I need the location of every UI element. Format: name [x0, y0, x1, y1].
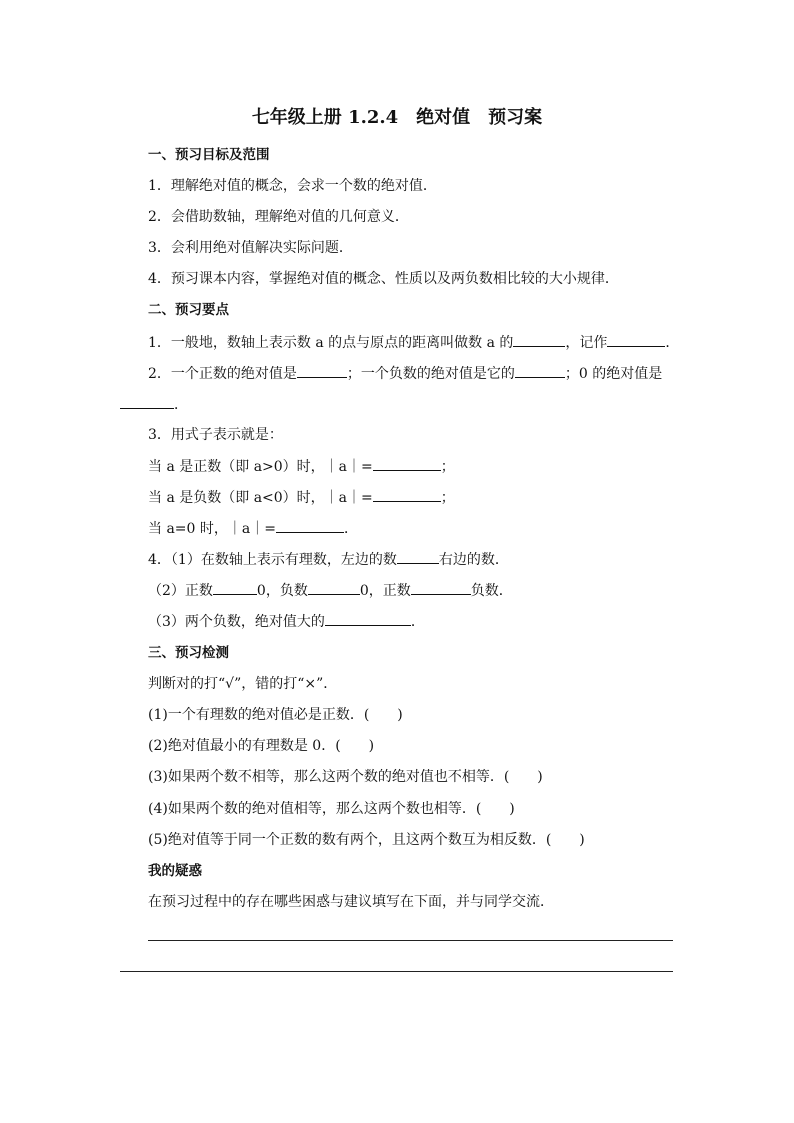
point-4-2: （2）正数 0，负数 0，正数 负数．: [148, 583, 513, 599]
page-title: 七年级上册 1.2.4 绝对值 预习案: [251, 107, 543, 128]
point-4-1: 4．（1）在数轴上表示有理数，左边的数 右边的数．: [148, 552, 509, 568]
blank-field[interactable]: [276, 519, 344, 533]
blank-field[interactable]: [373, 488, 441, 502]
blank-field[interactable]: [397, 550, 439, 564]
section-heading-doubts: 我的疑惑: [148, 863, 202, 879]
blank-field[interactable]: [515, 364, 565, 378]
check-item: (3)如果两个数不相等，那么这两个数的绝对值也不相等．( ): [148, 769, 543, 785]
goal-item: 2．会借助数轴，理解绝对值的几何意义．: [148, 209, 409, 225]
answer-line[interactable]: [120, 971, 673, 972]
point-2: 2．一个正数的绝对值是 ；一个负数的绝对值是它的 ；0 的绝对值是: [148, 366, 663, 382]
blank-field[interactable]: [607, 333, 665, 347]
blank-field[interactable]: [373, 457, 441, 471]
blank-field[interactable]: [411, 581, 471, 595]
point-3-case-positive: 当 a 是正数（即 a>0）时，｜a｜= ；: [148, 459, 455, 475]
goal-item: 4．预习课本内容，掌握绝对值的概念、性质以及两负数相比较的大小规律．: [148, 271, 619, 287]
goal-item: 3．会利用绝对值解决实际问题．: [148, 240, 353, 256]
blank-field[interactable]: [308, 581, 360, 595]
point-3-case-negative: 当 a 是负数（即 a<0）时，｜a｜= ；: [148, 490, 455, 506]
blank-field[interactable]: [297, 364, 347, 378]
blank-field[interactable]: [513, 333, 565, 347]
blank-field[interactable]: [213, 581, 257, 595]
check-item: (4)如果两个数的绝对值相等，那么这两个数也相等．( ): [148, 801, 515, 817]
point-2-cont: ．: [120, 395, 188, 414]
check-item: (1)一个有理数的绝对值必是正数．( ): [148, 707, 403, 723]
check-item: (5)绝对值等于同一个正数的数有两个，且这两个数互为相反数．( ): [148, 832, 585, 848]
blank-field[interactable]: [325, 612, 411, 626]
section-heading-goals: 一、预习目标及范围: [148, 147, 270, 163]
check-intro: 判断对的打“√”，错的打“×”．: [148, 676, 338, 692]
point-3: 3．用式子表示就是：: [148, 427, 283, 443]
blank-field[interactable]: [120, 395, 174, 409]
goal-item: 1．理解绝对值的概念，会求一个数的绝对值．: [148, 178, 437, 194]
point-4-3: （3）两个负数，绝对值大的 ．: [148, 614, 425, 630]
section-heading-key-points: 二、预习要点: [148, 302, 229, 318]
point-3-case-zero: 当 a=0 时，｜a｜= ．: [148, 521, 358, 537]
answer-line[interactable]: [148, 940, 673, 941]
section-heading-check: 三、预习检测: [148, 645, 229, 661]
point-1: 1．一般地，数轴上表示数 a 的点与原点的距离叫做数 a 的 ，记作 ．: [148, 335, 680, 351]
doubt-prompt: 在预习过程中的存在哪些困惑与建议填写在下面，并与同学交流．: [148, 894, 554, 910]
check-item: (2)绝对值最小的有理数是 0．( ): [148, 738, 375, 754]
